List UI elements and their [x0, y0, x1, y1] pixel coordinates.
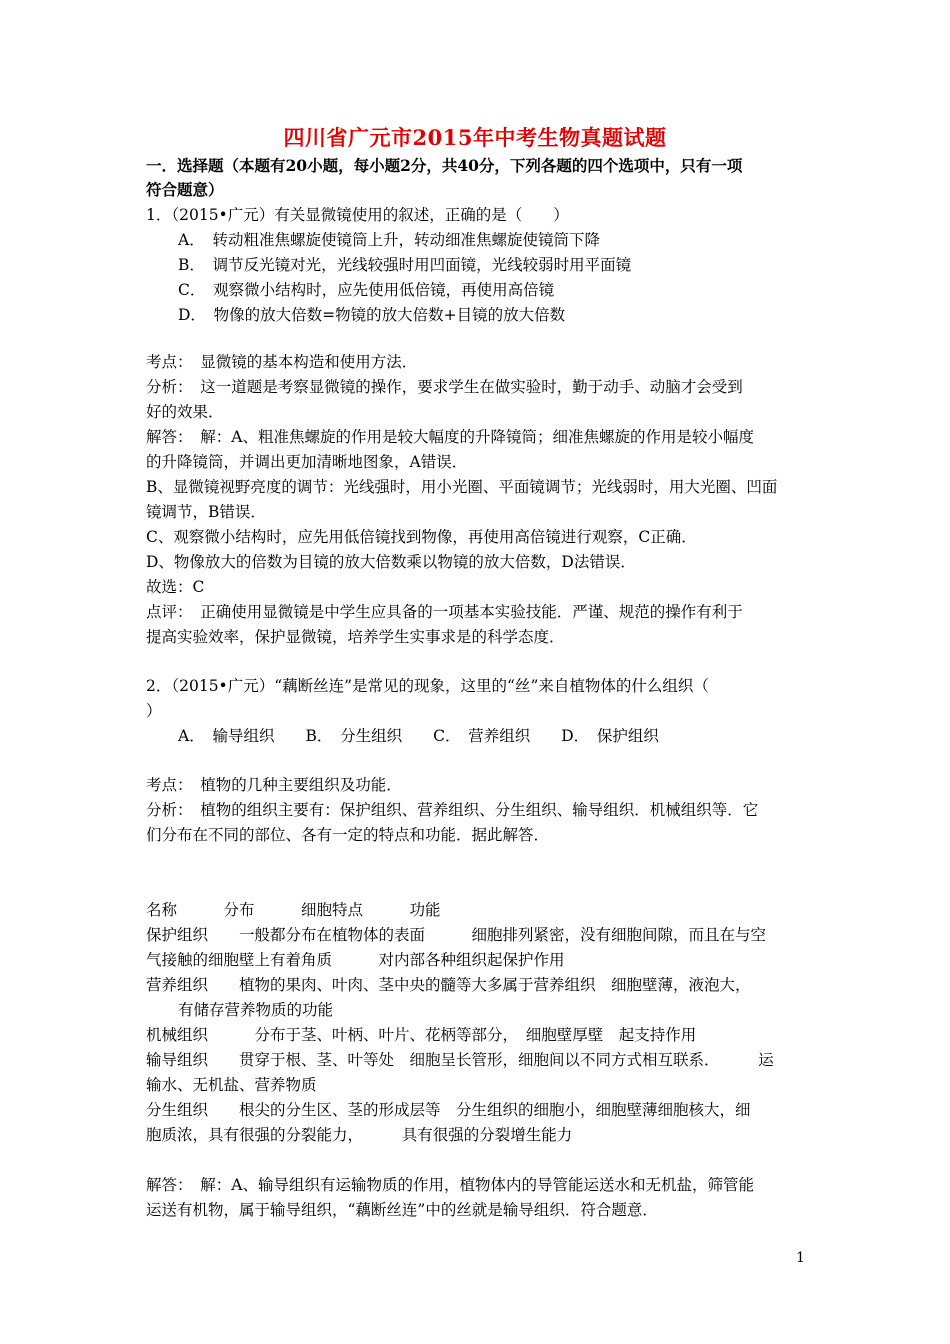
tissue-table-row: 有储存营养物质的功能: [178, 1001, 334, 1019]
q2-fenxi-line-1: 分析： 植物的组织主要有：保护组织、营养组织、分生组织、输导组织．机械组织等．它: [146, 801, 759, 819]
tissue-table-row: 分生组织 根尖的分生区、茎的形成层等 分生组织的细胞小，细胞壁薄细胞核大，细: [146, 1101, 751, 1119]
q2-jieda-line-1: 解答： 解：A、输导组织有运输物质的作用，植物体内的导管能运送水和无机盐，筛管能: [146, 1176, 754, 1194]
tissue-table-row: 输导组织 贯穿于根、茎、叶等处 细胞呈长管形，细胞间以不同方式相互联系． 运: [146, 1051, 774, 1069]
q1-stem: 1．（2015•广元）有关显微镜使用的叙述，正确的是（ ）: [146, 206, 569, 224]
q1-jieda-line-3: B、显微镜视野亮度的调节：光线强时，用小光圈、平面镜调节；光线弱时，用大光圈、凹面: [146, 478, 778, 496]
q1-jieda-line-1: 解答： 解：A、粗准焦螺旋的作用是较大幅度的升降镜筒；细准焦螺旋的作用是较小幅度: [146, 428, 754, 446]
tissue-table-header: 名称 分布 细胞特点 功能: [146, 901, 441, 919]
section-heading-line-1: 一．选择题（本题有20小题，每小题2分，共40分，下列各题的四个选项中，只有一项: [146, 156, 743, 175]
tissue-table-row: 输水、无机盐、营养物质: [146, 1076, 317, 1094]
section-heading-line-2: 符合题意）: [146, 180, 224, 199]
q1-dianping-line-1: 点评： 正确使用显微镜是中学生应具备的一项基本实验技能．严谨、规范的操作有利于: [146, 603, 743, 621]
document-title: 四川省广元市2015年中考生物真题试题: [283, 125, 667, 150]
q2-jieda-line-2: 运送有机物，属于输导组织，“藕断丝连”中的丝就是输导组织．符合题意．: [146, 1201, 658, 1219]
q1-option-c: C． 观察微小结构时，应先使用低倍镜，再使用高倍镜: [178, 281, 555, 299]
q2-kaodian: 考点： 植物的几种主要组织及功能．: [146, 776, 402, 794]
q1-dianping-line-2: 提高实验效率，保护显微镜，培养学生实事求是的科学态度．: [146, 628, 565, 646]
q1-option-b: B． 调节反光镜对光，光线较强时用凹面镜，光线较弱时用平面镜: [178, 256, 632, 274]
q1-kaodian: 考点： 显微镜的基本构造和使用方法．: [146, 353, 418, 371]
q1-option-a: A． 转动粗准焦螺旋使镜筒上升，转动细准焦螺旋使镜筒下降: [178, 231, 600, 249]
page-number: 1: [796, 1250, 805, 1266]
tissue-table-row: 保护组织 一般都分布在植物体的表面 细胞排列紧密，没有细胞间隙，而且在与空: [146, 926, 767, 944]
q2-fenxi-line-2: 们分布在不同的部位、各有一定的特点和功能．据此解答．: [146, 826, 550, 844]
tissue-table-row: 胞质浓，具有很强的分裂能力， 具有很强的分裂增生能力: [146, 1126, 573, 1144]
tissue-table-row: 气接触的细胞壁上有着角质 对内部各种组织起保护作用: [146, 951, 565, 969]
q1-jieda-line-5: C、观察微小结构时，应先用低倍镜找到物像，再使用高倍镜进行观察，C正确．: [146, 528, 697, 546]
q1-fenxi-line-2: 好的效果．: [146, 403, 224, 421]
q1-fenxi-line-1: 分析： 这一道题是考察显微镜的操作，要求学生在做实验时，勤于动手、动脑才会受到: [146, 378, 743, 396]
q1-jieda-line-6: D、物像放大的倍数为目镜的放大倍数乘以物镜的放大倍数，D法错误．: [146, 553, 636, 571]
q2-stem-line-2: ）: [146, 702, 162, 720]
q1-option-d: D． 物像的放大倍数=物镜的放大倍数+目镜的放大倍数: [178, 306, 566, 324]
q2-options: A． 输导组织 B． 分生组织 C． 营养组织 D． 保护组织: [178, 727, 659, 745]
tissue-table-row: 机械组织 分布于茎、叶柄、叶片、花柄等部分， 细胞壁厚壁 起支持作用: [146, 1026, 697, 1044]
q2-stem-line-1: 2．（2015•广元）“藕断丝连”是常见的现象，这里的“丝”来自植物体的什么组织（: [146, 677, 709, 695]
q1-jieda-line-4: 镜调节，B错误．: [146, 503, 266, 521]
tissue-table-row: 营养组织 植物的果肉、叶肉、茎中央的髓等大多属于营养组织 细胞壁薄，液泡大，: [146, 976, 751, 994]
q1-jieda-line-2: 的升降镜筒，并调出更加清晰地图象，A错误．: [146, 453, 468, 471]
q1-answer: 故选：C: [146, 578, 205, 596]
